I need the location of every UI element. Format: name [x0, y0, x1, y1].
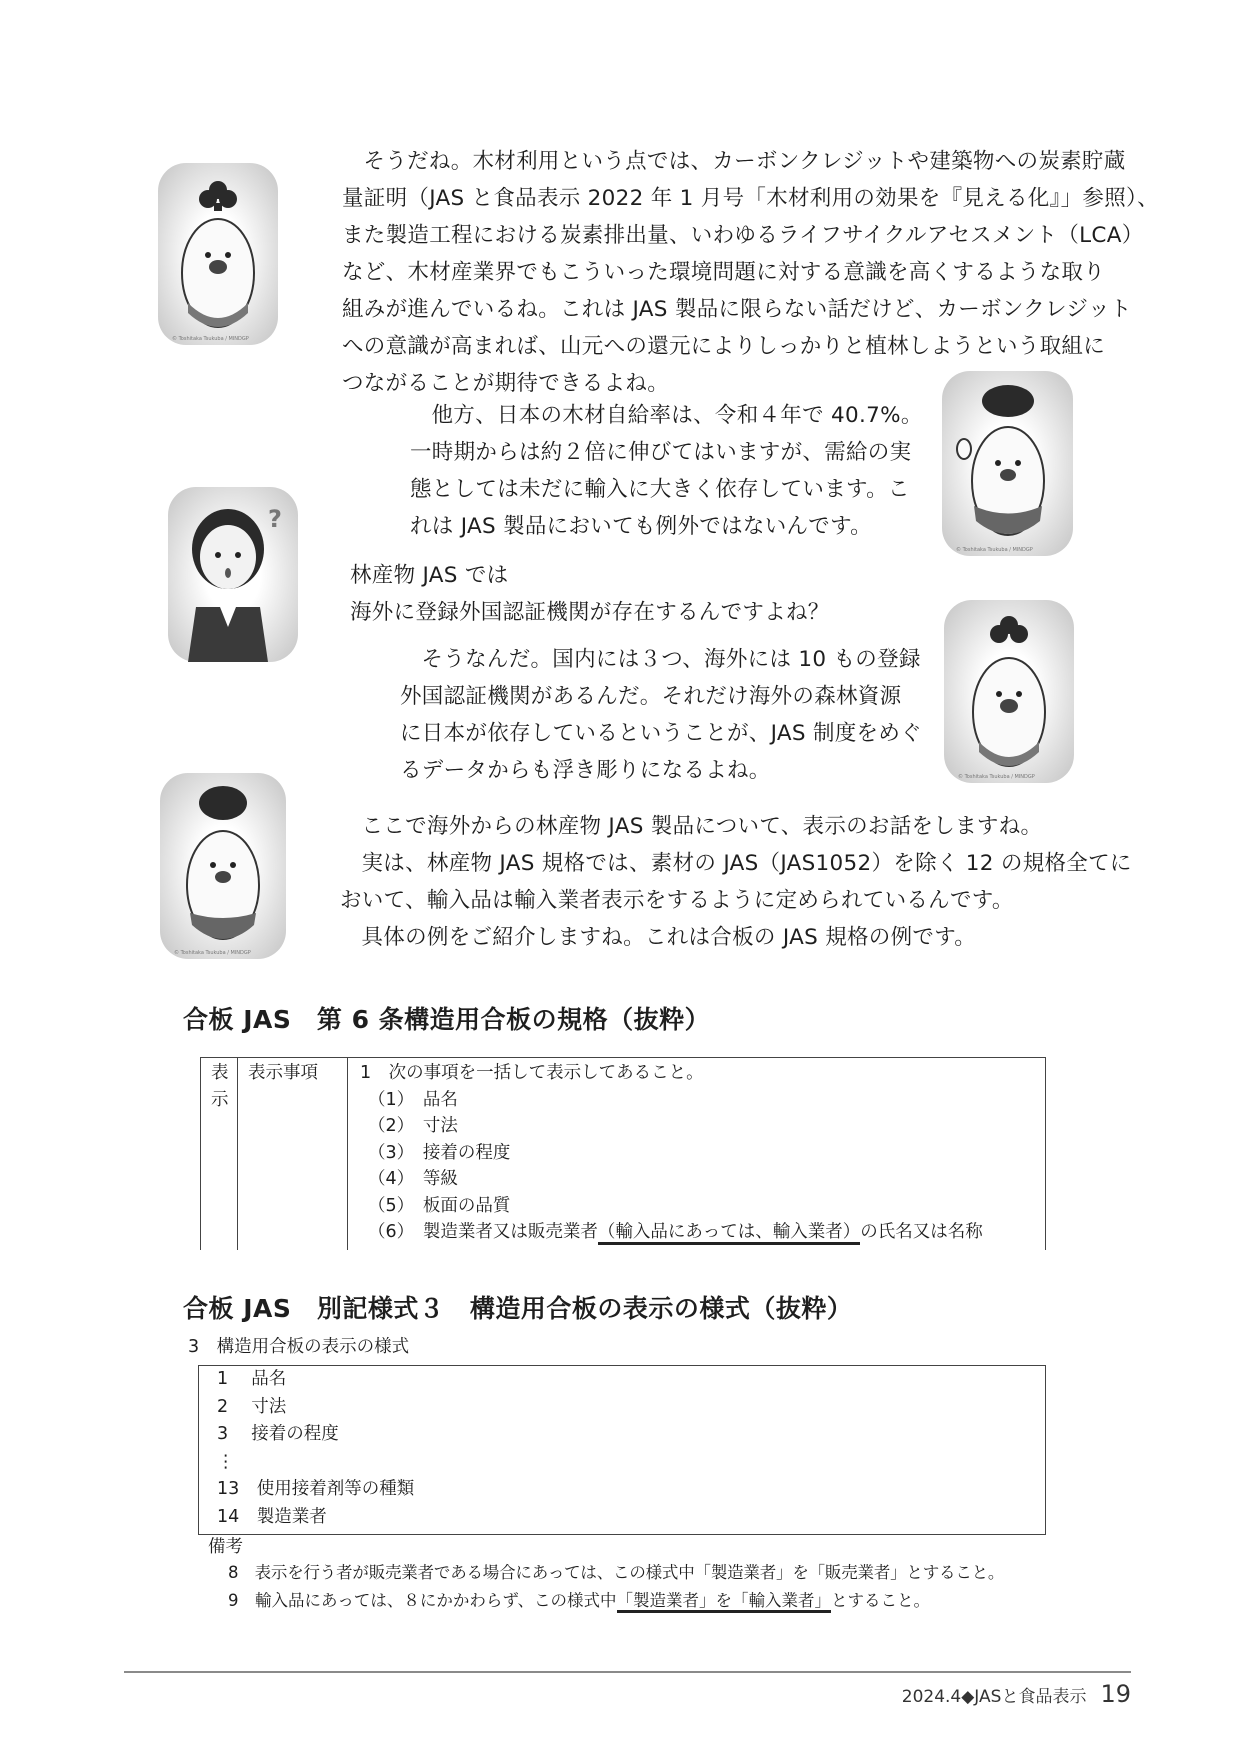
svg-text:?: ?	[268, 505, 282, 533]
table-col-label	[201, 1058, 238, 1250]
text-line: れは JAS 製品においても例外ではないんです。	[410, 514, 872, 539]
footer	[902, 1680, 1131, 1708]
footer-publication: 2024.4◆JASと食品表示	[901, 1687, 1087, 1707]
note9-underlined: 「製造業者」を「輸入業者」	[617, 1591, 832, 1613]
format-item: 2 寸法	[217, 1396, 287, 1417]
egg-character-icon	[160, 773, 286, 959]
illustration-credit: © Toshitaka Tsukuba / MINDGP	[956, 547, 1033, 553]
table-col-item	[237, 1058, 348, 1250]
dialogue-paragraph-5	[340, 808, 1132, 956]
text-line: 具体の例をご紹介しますね。これは合板の JAS 規格の例です。	[361, 925, 977, 950]
text-line: 組みが進んでいるね。これは JAS 製品に限らない話だけど、カーボンクレジット	[342, 297, 1132, 322]
text-line: 外国認証機関があるんだ。それだけ海外の森林資源	[400, 684, 902, 709]
format-box	[198, 1365, 1046, 1535]
format-ellipsis: ⋮	[217, 1451, 235, 1472]
dialogue-paragraph-2	[410, 397, 923, 545]
format-item: 3 接着の程度	[217, 1424, 339, 1444]
form-caption: 3 構造用合板の表示の様式	[188, 1337, 410, 1357]
format-item: 13 使用接着剤等の種類	[217, 1479, 415, 1499]
illustration-credit: © Toshitaka Tsukuba / MINDGP	[958, 774, 1035, 780]
note9-post: とすること。	[831, 1591, 931, 1610]
footer-rule	[124, 1671, 1131, 1673]
text-line: への意識が高まれば、山元への還元によりしっかりと植林しようという取組に	[342, 334, 1106, 359]
col-label-line: 表	[211, 1063, 229, 1083]
egg-character-icon	[944, 600, 1074, 783]
table-item: （3） 接着の程度	[368, 1142, 511, 1163]
dialogue-paragraph-1	[342, 143, 1159, 402]
character-woman	[168, 487, 298, 662]
text-line: また製造工程における炭素排出量、いわゆるライフサイクルアセスメント（LCA）	[342, 223, 1144, 248]
text-line: おいて、輸入品は輸入業者表示をするように定められているんです。	[340, 888, 1014, 913]
text-line: そうなんだ。国内には３つ、海外には 10 もの登録	[421, 647, 921, 672]
item6-pre: （6） 製造業者又は販売業者	[368, 1222, 598, 1242]
text-line: に日本が依存しているということが、JAS 制度をめぐ	[400, 721, 922, 746]
note9-pre: 9 輸入品にあっては、８にかかわらず、この様式中	[228, 1591, 617, 1610]
text-line: 態としては未だに輸入に大きく依存しています。こ	[410, 477, 910, 502]
notes-label: 備考	[208, 1537, 243, 1557]
format-item: 14 製造業者	[217, 1506, 327, 1527]
text-line: そうだね。木材利用という点では、カーボンクレジットや建築物への炭素貯蔵	[363, 149, 1126, 174]
text-line: 一時期からは約２倍に伸びてはいますが、需給の実	[410, 440, 912, 465]
text-line: ここで海外からの林産物 JAS 製品について、表示のお話をしますね。	[361, 814, 1043, 839]
woman-character-icon	[168, 487, 298, 662]
table-item: （4） 等級	[368, 1169, 458, 1189]
illustration-credit: © Toshitaka Tsukuba / MINDGP	[174, 950, 251, 956]
text-line: 林産物 JAS では	[350, 563, 509, 588]
text-line: つながることが期待できるよね。	[342, 371, 670, 396]
spec-table	[200, 1057, 1046, 1250]
page-number: 19	[1100, 1680, 1131, 1708]
table-item: （1） 品名	[368, 1089, 458, 1110]
text-line: 実は、林産物 JAS 規格では、素材の JAS（JAS1052）を除く 12 の規格全てに	[361, 851, 1132, 876]
character-egg-clover	[158, 163, 278, 345]
section-1-title: 合板 JAS 第 6 条構造用合板の規格（抜粋）	[183, 1005, 711, 1034]
egg-character-icon	[158, 163, 278, 345]
col-label-line: 示	[211, 1089, 229, 1110]
text-line: るデータからも浮き彫りになるよね。	[400, 758, 771, 783]
section-2-title: 合板 JAS 別記様式３ 構造用合板の表示の様式（抜粋）	[183, 1294, 853, 1323]
text-line: 海外に登録外国認証機関が存在するんですよね？	[350, 600, 830, 625]
table-item-6	[348, 1219, 1045, 1246]
format-item: 1 品名	[217, 1369, 287, 1389]
dialogue-paragraph-3	[350, 557, 830, 631]
table-item: （2） 寸法	[368, 1116, 458, 1136]
illustration-credit: © Toshitaka Tsukuba / MINDGP	[172, 336, 249, 342]
table-col-content	[348, 1058, 1045, 1250]
table-lead: 1 次の事項を一括して表示してあること。	[360, 1063, 704, 1083]
text-line: など、木材産業界でもこういった環境問題に対する意識を高くするような取り	[342, 260, 1106, 285]
note-9	[228, 1588, 930, 1615]
character-egg-clover-2	[944, 600, 1074, 783]
text-line: 量証明（JAS と食品表示 2022 年 1 月号「木材利用の効果を『見える化』」参照）、	[342, 186, 1159, 211]
table-item: （5） 板面の品質	[368, 1195, 511, 1216]
col-item-label: 表示事項	[248, 1063, 318, 1083]
note-8: 8 表示を行う者が販売業者である場合にあっては、この様式中「製造業者」を「販売業者」とすること。	[228, 1563, 1005, 1582]
item6-underlined: （輸入品にあっては、輸入業者）	[598, 1222, 860, 1245]
character-egg-hands	[160, 773, 286, 959]
dialogue-paragraph-4	[400, 641, 922, 789]
text-line: 他方、日本の木材自給率は、令和４年で 40.7%。	[431, 403, 923, 428]
item6-post: の氏名又は名称	[860, 1222, 983, 1242]
